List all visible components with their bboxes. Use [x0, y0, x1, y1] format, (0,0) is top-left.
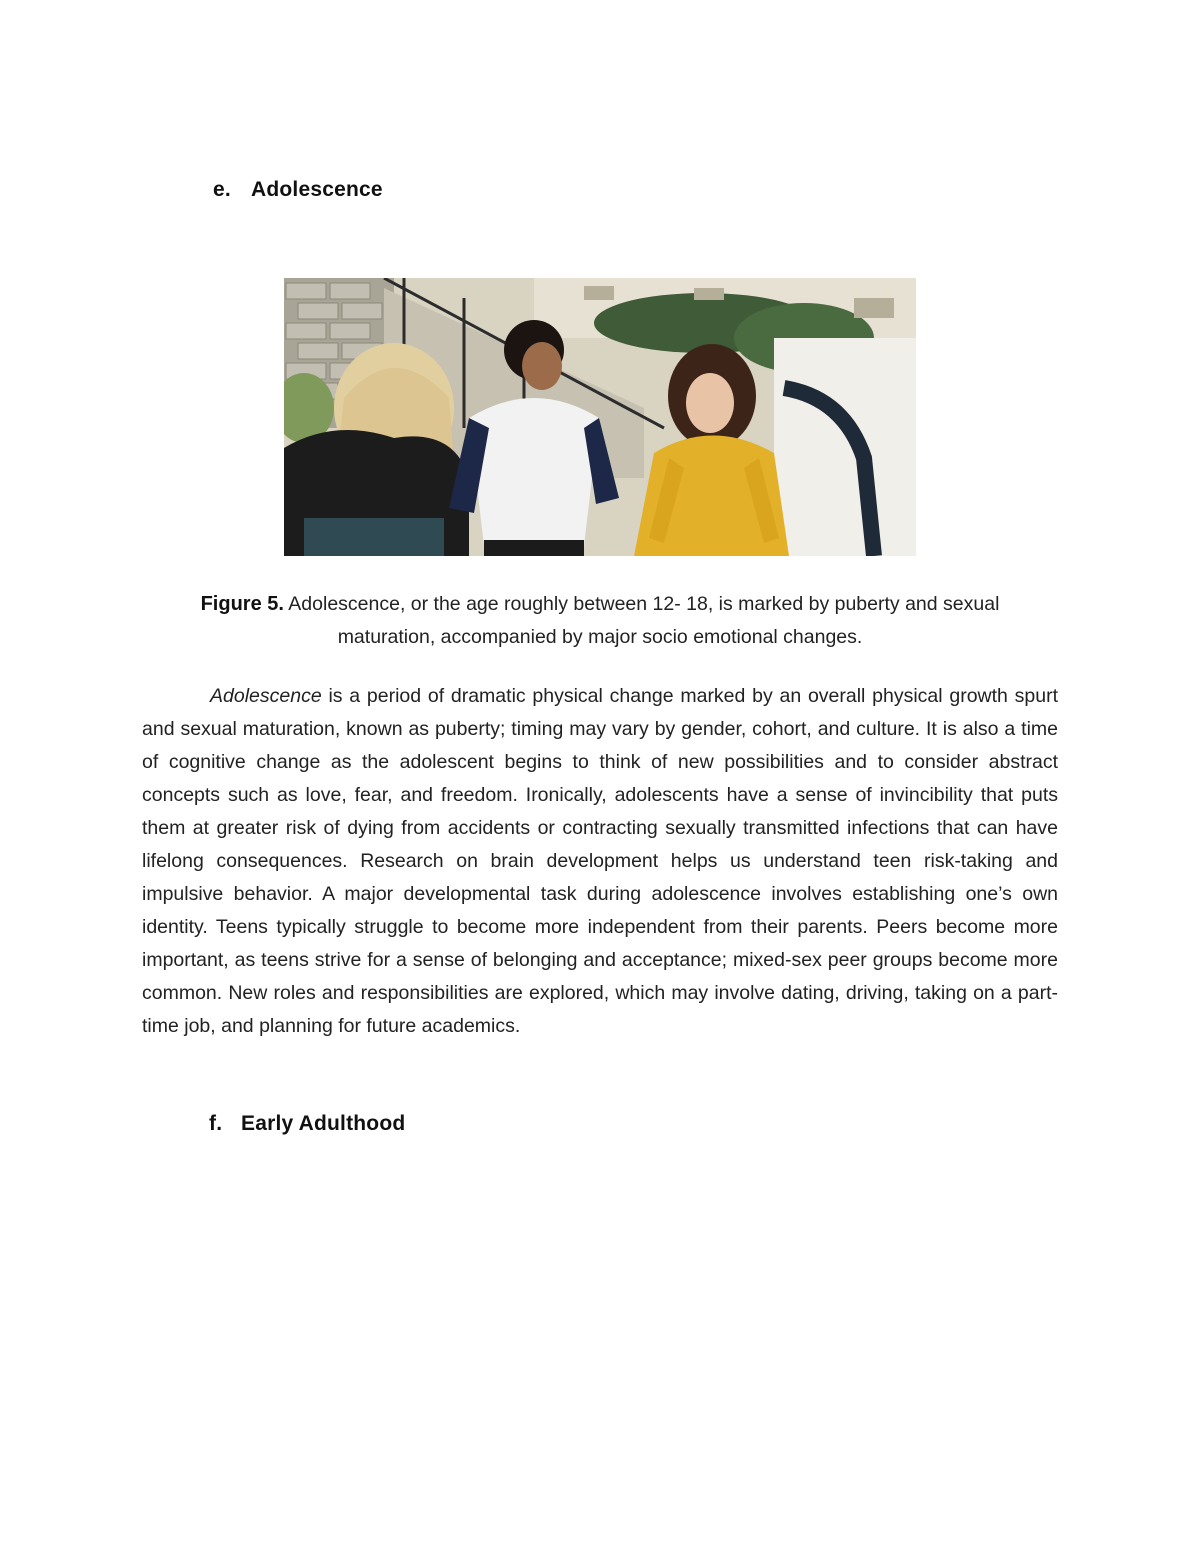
section-heading-adolescence	[213, 178, 383, 202]
teenagers-photo-illustration	[284, 278, 916, 556]
figure-label: Figure 5.	[200, 593, 284, 615]
figure-photo	[284, 278, 916, 556]
section-title: Early Adulthood	[241, 1112, 406, 1135]
figure-caption-text: Adolescence, or the age roughly between 12- 18, is marked by puberty and sexual maturation, accompanied by major socio emotional changes.	[288, 593, 1000, 648]
body-paragraph	[142, 680, 1058, 1043]
paragraph-text: is a period of dramatic physical change marked by an overall physical growth spurt and sexual maturation, known as puberty; timing may vary by gender, cohort, and culture. It is also a time of cognitive change as the adolescent begins to think of new possibilities and to consider abstract concepts such as love, fear, and freedom. Ironically, adolescents have a sense of invincibility that puts them at greater risk of dying from accidents or contracting sexually transmitted infections that can have lifelong consequences. Research on brain development helps us understand teen risk-taking and impulsive behavior. A major developmental task during adolescence involves establishing one’s own identity. Teens typically struggle to become more independent from their parents. Peers become more important, as teens strive for a sense of belonging and acceptance; mixed-sex peer groups become more common. New roles and responsibilities are explored, which may involve dating, driving, taking on a part-time job, and planning for future academics.	[142, 685, 1058, 1037]
figure-caption	[150, 588, 1050, 654]
section-marker: f.	[209, 1112, 223, 1135]
paragraph-term: Adolescence	[210, 685, 322, 707]
section-marker: e.	[213, 178, 231, 201]
section-heading-early-adulthood	[209, 1112, 405, 1136]
section-title: Adolescence	[251, 178, 383, 201]
